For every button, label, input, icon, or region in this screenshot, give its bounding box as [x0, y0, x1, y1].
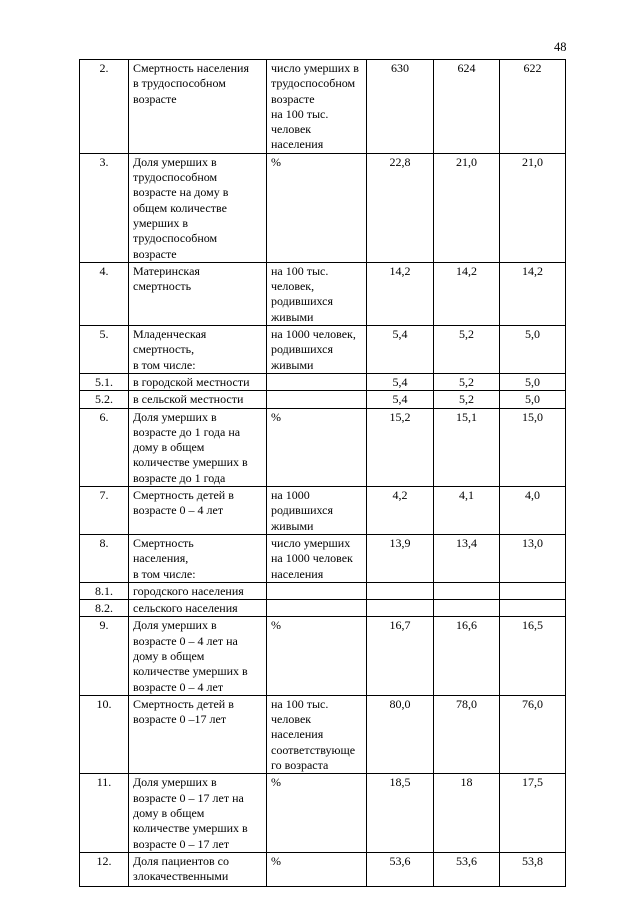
unit-cell: % — [267, 852, 367, 886]
row-number-cell: 3. — [80, 153, 129, 262]
row-number-cell: 7. — [80, 487, 129, 535]
table-row — [80, 774, 566, 852]
unit-cell: на 1000 человек, родившихся живыми — [267, 326, 367, 374]
value-cell-2: 5,2 — [434, 373, 500, 390]
row-number-cell: 2. — [80, 60, 129, 154]
row-number-cell: 11. — [80, 774, 129, 852]
unit-cell — [267, 600, 367, 617]
indicator-name-cell: Доля умерших в возрасте 0 – 17 лет на дому в общем количестве умерших в возрасте 0 – 17 лет — [129, 774, 267, 852]
table-row — [80, 391, 566, 408]
value-cell-3: 13,0 — [500, 534, 566, 582]
unit-cell: число умерших в трудоспособном возрасте на 100 тыс. человек населения — [267, 60, 367, 154]
unit-cell: % — [267, 153, 367, 262]
unit-cell — [267, 373, 367, 390]
value-cell-2: 16,6 — [434, 617, 500, 695]
value-cell-1 — [367, 600, 434, 617]
indicator-name-cell: Смертность детей в возрасте 0 –17 лет — [129, 695, 267, 773]
indicator-name-cell: в сельской местности — [129, 391, 267, 408]
indicator-name-cell: Доля умерших в возрасте до 1 года на дому в общем количестве умерших в возрасте до 1 года — [129, 408, 267, 486]
value-cell-3: 5,0 — [500, 391, 566, 408]
value-cell-2: 624 — [434, 60, 500, 154]
value-cell-1: 5,4 — [367, 391, 434, 408]
table-row — [80, 600, 566, 617]
value-cell-3: 5,0 — [500, 326, 566, 374]
table-row — [80, 153, 566, 262]
unit-cell: на 100 тыс. человек, родившихся живыми — [267, 262, 367, 325]
row-number-cell: 12. — [80, 852, 129, 886]
indicators-table — [79, 59, 566, 887]
row-number-cell: 5.2. — [80, 391, 129, 408]
table-row — [80, 60, 566, 154]
value-cell-3: 53,8 — [500, 852, 566, 886]
row-number-cell: 8.1. — [80, 582, 129, 599]
value-cell-1: 13,9 — [367, 534, 434, 582]
indicator-name-cell: Доля пациентов со злокачественными — [129, 852, 267, 886]
value-cell-2: 13,4 — [434, 534, 500, 582]
indicator-name-cell: Младенческая смертность, в том числе: — [129, 326, 267, 374]
value-cell-3 — [500, 600, 566, 617]
row-number-cell: 10. — [80, 695, 129, 773]
value-cell-3: 17,5 — [500, 774, 566, 852]
table-row — [80, 262, 566, 325]
indicator-name-cell: Смертность населения, в том числе: — [129, 534, 267, 582]
indicator-name-cell: в городской местности — [129, 373, 267, 390]
indicator-name-cell: сельского населения — [129, 600, 267, 617]
value-cell-1: 5,4 — [367, 373, 434, 390]
value-cell-1: 14,2 — [367, 262, 434, 325]
value-cell-1: 5,4 — [367, 326, 434, 374]
indicator-name-cell: Доля умерших в возрасте 0 – 4 лет на дому в общем количестве умерших в возрасте 0 – 4 лет — [129, 617, 267, 695]
value-cell-3: 622 — [500, 60, 566, 154]
value-cell-1: 16,7 — [367, 617, 434, 695]
value-cell-3: 5,0 — [500, 373, 566, 390]
row-number-cell: 5. — [80, 326, 129, 374]
unit-cell: на 100 тыс. человек населения соответствующе го возраста — [267, 695, 367, 773]
unit-cell — [267, 391, 367, 408]
table-row — [80, 326, 566, 374]
value-cell-2: 5,2 — [434, 326, 500, 374]
value-cell-2 — [434, 600, 500, 617]
table-row — [80, 487, 566, 535]
table-row — [80, 408, 566, 486]
row-number-cell: 9. — [80, 617, 129, 695]
table-row — [80, 617, 566, 695]
value-cell-2: 15,1 — [434, 408, 500, 486]
value-cell-1 — [367, 582, 434, 599]
value-cell-3: 76,0 — [500, 695, 566, 773]
value-cell-1: 18,5 — [367, 774, 434, 852]
unit-cell: % — [267, 408, 367, 486]
indicator-name-cell: Доля умерших в трудоспособном возрасте на дому в общем количестве умерших в трудоспособном возрасте — [129, 153, 267, 262]
unit-cell: % — [267, 617, 367, 695]
value-cell-3: 16,5 — [500, 617, 566, 695]
value-cell-1: 15,2 — [367, 408, 434, 486]
row-number-cell: 4. — [80, 262, 129, 325]
indicator-name-cell: Смертность населения в трудоспособном возрасте — [129, 60, 267, 154]
value-cell-2: 78,0 — [434, 695, 500, 773]
indicator-name-cell: городского населения — [129, 582, 267, 599]
value-cell-3: 15,0 — [500, 408, 566, 486]
value-cell-1: 4,2 — [367, 487, 434, 535]
page-number: 48 — [554, 40, 567, 54]
unit-cell: число умерших на 1000 человек населения — [267, 534, 367, 582]
table-row — [80, 582, 566, 599]
value-cell-2: 14,2 — [434, 262, 500, 325]
indicator-name-cell: Материнская смертность — [129, 262, 267, 325]
value-cell-3 — [500, 582, 566, 599]
value-cell-1: 80,0 — [367, 695, 434, 773]
table-row — [80, 695, 566, 773]
value-cell-2: 4,1 — [434, 487, 500, 535]
value-cell-2: 18 — [434, 774, 500, 852]
value-cell-1: 53,6 — [367, 852, 434, 886]
row-number-cell: 5.1. — [80, 373, 129, 390]
value-cell-3: 21,0 — [500, 153, 566, 262]
row-number-cell: 8.2. — [80, 600, 129, 617]
indicator-name-cell: Смертность детей в возрасте 0 – 4 лет — [129, 487, 267, 535]
unit-cell: % — [267, 774, 367, 852]
row-number-cell: 8. — [80, 534, 129, 582]
value-cell-3: 14,2 — [500, 262, 566, 325]
unit-cell: на 1000 родившихся живыми — [267, 487, 367, 535]
table-row — [80, 373, 566, 390]
row-number-cell: 6. — [80, 408, 129, 486]
value-cell-2: 5,2 — [434, 391, 500, 408]
value-cell-2: 21,0 — [434, 153, 500, 262]
value-cell-3: 4,0 — [500, 487, 566, 535]
table-row — [80, 534, 566, 582]
value-cell-2 — [434, 582, 500, 599]
value-cell-2: 53,6 — [434, 852, 500, 886]
value-cell-1: 630 — [367, 60, 434, 154]
table-body — [80, 60, 566, 887]
unit-cell — [267, 582, 367, 599]
value-cell-1: 22,8 — [367, 153, 434, 262]
table-row — [80, 852, 566, 886]
